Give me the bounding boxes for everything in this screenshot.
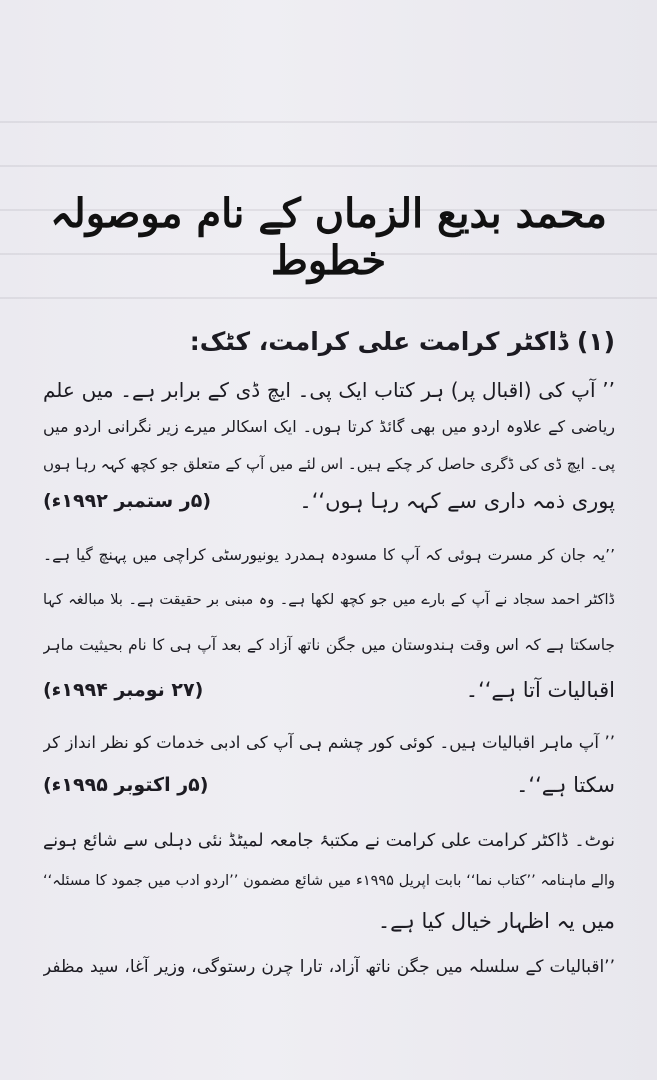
letter2-closing: اقبالیات آتا ہے‘‘۔	[465, 678, 615, 702]
letter3-closing: سکتا ہے‘‘۔	[516, 773, 615, 797]
letter3-closing-row	[43, 770, 615, 800]
letter3-line: ’’ آپ ماہر اقبالیات ہیں۔ کوئی کور چشم ہی آپ کی ادبی خدمات کو نظر انداز کر	[43, 733, 615, 752]
letter1-line: پی۔ ایچ ڈی کی ڈگری حاصل کر چکے ہیں۔ اس لئے میں آپ کے متعلق جو کچھ کہہ رہا ہوں	[43, 455, 615, 473]
note-line: والے ماہنامہ ’’کتاب نما‘‘ بابت اپریل ۱۹۹۵ء میں شائع مضمون ’’اردو ادب میں جمود کا مسئلہ‘‘	[43, 873, 615, 889]
letter1-date: (۵ر ستمبر ۱۹۹۲ء)	[43, 490, 212, 512]
note-line: نوٹ۔ ڈاکٹر کرامت علی کرامت نے مکتبۂ جامعہ لمیٹڈ نئی دہلی سے شائع ہونے	[43, 831, 615, 851]
section-heading: (۱) ڈاکٹر کرامت علی کرامت، کٹک:	[189, 327, 615, 356]
letter2-closing-row	[43, 675, 615, 705]
letter3-date: (۵ر اکتوبر ۱۹۹۵ء)	[43, 774, 209, 796]
note-last-line: میں یہ اظہار خیال کیا ہے۔	[377, 909, 615, 933]
final-line: ’’اقبالیات کے سلسلہ میں جگن ناتھ آزاد، تارا چرن رستوگی، وزیر آغا، سید مظفر	[43, 957, 615, 977]
letter2-line: جاسکتا ہے کہ اس وقت ہندوستان میں جگن ناتھ آزاد کے بعد آپ ہی کا نام بحیثیت ماہر	[43, 636, 615, 654]
letter2-date: (۲۷ نومبر ۱۹۹۴ء)	[43, 679, 204, 701]
letter2-line: ڈاکٹر احمد سجاد نے آپ کے بارے میں جو کچھ لکھا ہے۔ وہ مبنی بر حقیقت ہے۔ بلا مبالغہ کہا	[43, 592, 615, 608]
letter1-line: ریاضی کے علاوہ اردو میں بھی گائڈ کرتا ہوں۔ ایک اسکالر میرے زیر نگرانی اردو میں	[43, 417, 615, 436]
letter2-line: ’’یہ جان کر مسرت ہوئی کہ آپ کا مسودہ ہمدرد یونیورسٹی کراچی میں پہنچ گیا ہے۔	[43, 546, 615, 564]
letter1-closing: پوری ذمہ داری سے کہہ رہا ہوں‘‘۔	[299, 489, 615, 513]
page-title: محمد بدیع الزماں کے نام موصولہ خطوط	[50, 190, 607, 284]
letter1-closing-row	[43, 486, 615, 516]
letter1-line: ’’ آپ کی (اقبال پر) ہر کتاب ایک پی۔ ایچ ڈی کے برابر ہے۔ میں علم	[43, 378, 615, 402]
